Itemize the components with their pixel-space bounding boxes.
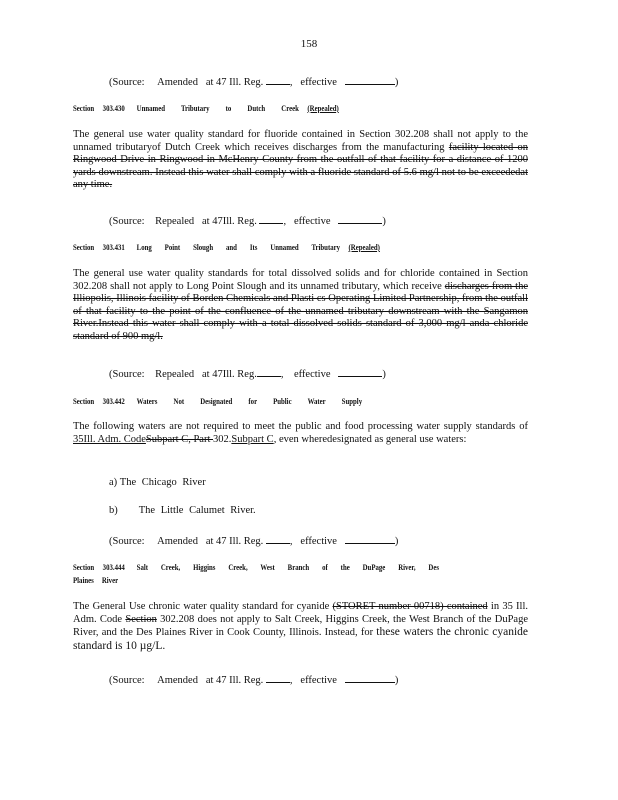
section-heading-line2: Plaines River bbox=[73, 575, 119, 585]
list-item: b) The Little Calumet River. bbox=[109, 505, 256, 516]
section-heading: Section 303.444 Salt Creek, Higgins Creek, West Branch of the DuPage River, Des bbox=[73, 562, 439, 572]
page-number: 158 bbox=[300, 38, 318, 50]
source-note: (Source: Repealed at 47Ill. Reg. , effective ) bbox=[109, 366, 386, 380]
section-heading: Section 303.431 Long Point Slough and Its Unnamed Tributary (Repealed) bbox=[73, 242, 380, 252]
section-body: The General Use chronic water quality standard for cyanide (STORET number 00718) contained in 35 Ill. Adm. Code Section 302.208 does not apply to Salt Creek, Higgins Creek, the West Branch of the DuPage River, and the Des Plaines River in Cook County, Illinois. Instead, for these waters the chronic cyanide standard is 10 µg/L. bbox=[73, 601, 529, 652]
section-body: The following waters are not required to meet the public and food processing water supply standards of 35Ill. Adm. CodeSubpart C, Part 302.Subpart C, even wheredesignated as general use waters: bbox=[73, 421, 528, 445]
section-body: The general use water quality standards for total dissolved solids and for chloride contained in Section 302.208 shall not apply to Long Point Slough and its unnamed tributary, which receive discharges from the Illiopolis, Illinois facility of Borden Chemicals and Plasti cs Operating Limited Partnership, from the outfall of that facility to the point of the confluence of the unnamed tributary downstream with the Sangamon River.Instead this water shall comply with a total dissolved solids standard of 3,000 mg/l anda chloride standard of 900 mg/l. bbox=[73, 268, 528, 342]
list-item: a) The Chicago River bbox=[109, 477, 206, 488]
source-note: (Source: Amended at 47 Ill. Reg. , effective ) bbox=[109, 672, 398, 686]
source-note: (Source: Repealed at 47Ill. Reg. , effective ) bbox=[109, 213, 386, 227]
section-body: The general use water quality standard for fluoride contained in Section 302.208 shall not apply to the unnamed tributaryof Dutch Creek which receives discharges from the manufacturing facility located on Ringwood Drive in Ringwood in McHenry County from the outfall of that facility for a distance of 1200 yards downstream. Instead this water shall comply with a fluoride standard of 5.6 mg/l not to be exceededat any time. bbox=[73, 129, 529, 191]
section-heading: Section 303.442 Waters Not Designated for Public Water Supply bbox=[73, 396, 363, 406]
section-heading: Section 303.430 Unnamed Tributary to Dutch Creek (Repealed) bbox=[73, 103, 339, 113]
source-note: (Source: Amended at 47 Ill. Reg. , effective ) bbox=[109, 74, 398, 88]
source-note: (Source: Amended at 47 Ill. Reg. , effective ) bbox=[109, 533, 398, 547]
